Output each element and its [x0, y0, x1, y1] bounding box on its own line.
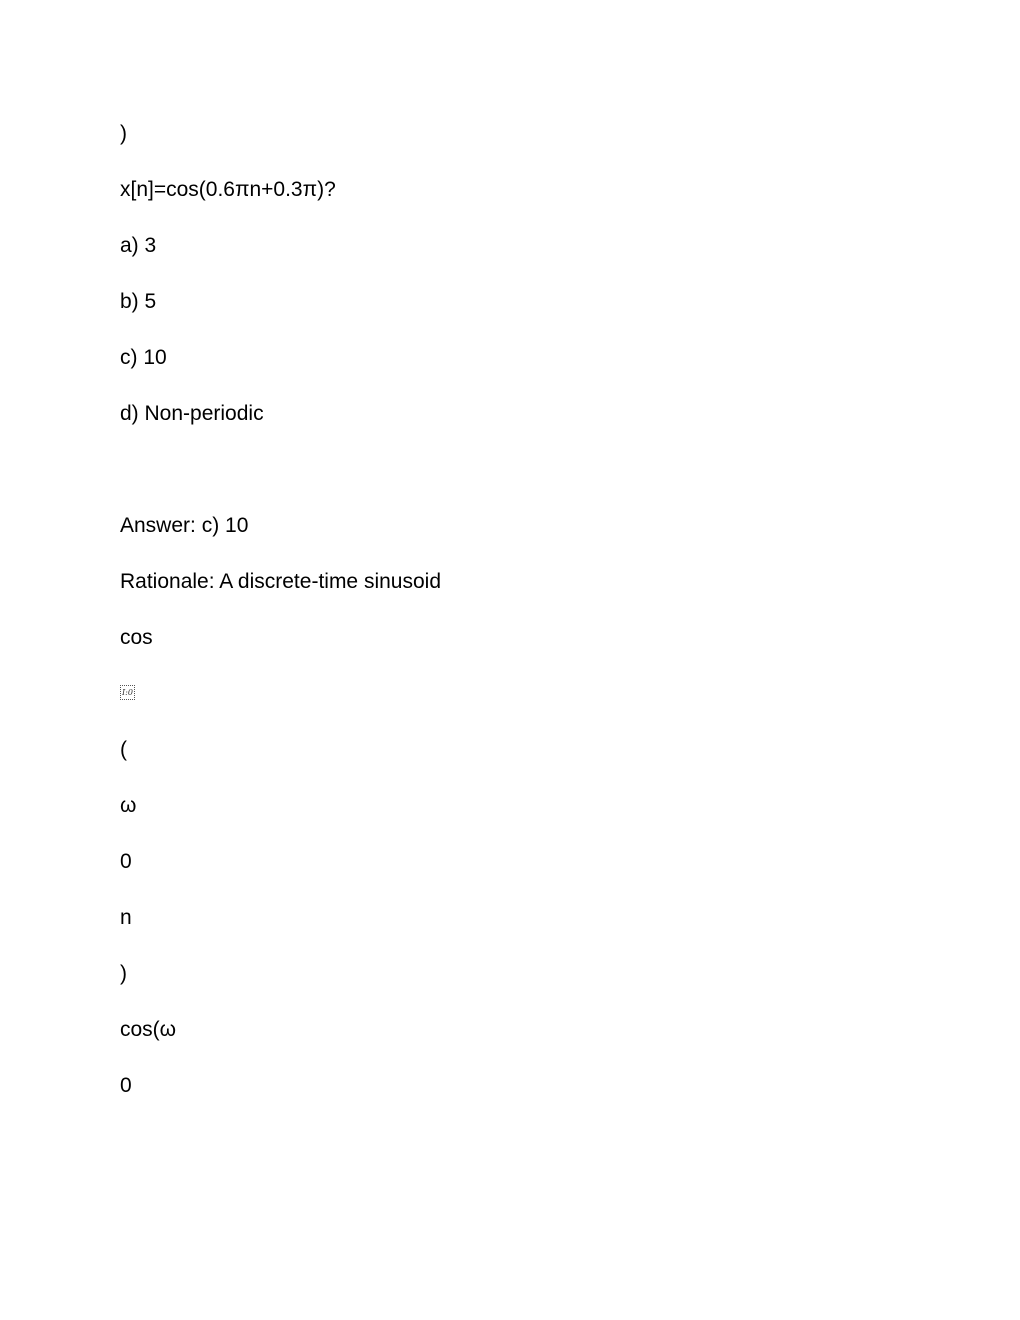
open-paren-fragment: ( — [120, 738, 127, 761]
close-paren-fragment: ) — [120, 962, 127, 985]
cos-fragment: cos — [120, 626, 153, 649]
option-b: b) 5 — [120, 290, 157, 313]
omega-fragment: ω — [120, 794, 137, 817]
cos-omega-fragment: cos(ω — [120, 1018, 177, 1041]
rationale-line: Rationale: A discrete-time sinusoid — [120, 570, 441, 593]
subscript-zero-fragment-2: 0 — [120, 1074, 132, 1097]
subscript-zero-fragment: 0 — [120, 850, 132, 873]
option-c: c) 10 — [120, 346, 167, 369]
option-d: d) Non-periodic — [120, 402, 264, 425]
question-expression: x[n]=cos(0.6πn+0.3π)? — [120, 178, 336, 201]
closing-paren-line: ) — [120, 122, 127, 145]
answer-line: Answer: c) 10 — [120, 514, 249, 537]
n-fragment: n — [120, 906, 132, 929]
broken-image-icon: I:0 — [120, 685, 135, 700]
option-a: a) 3 — [120, 234, 157, 257]
